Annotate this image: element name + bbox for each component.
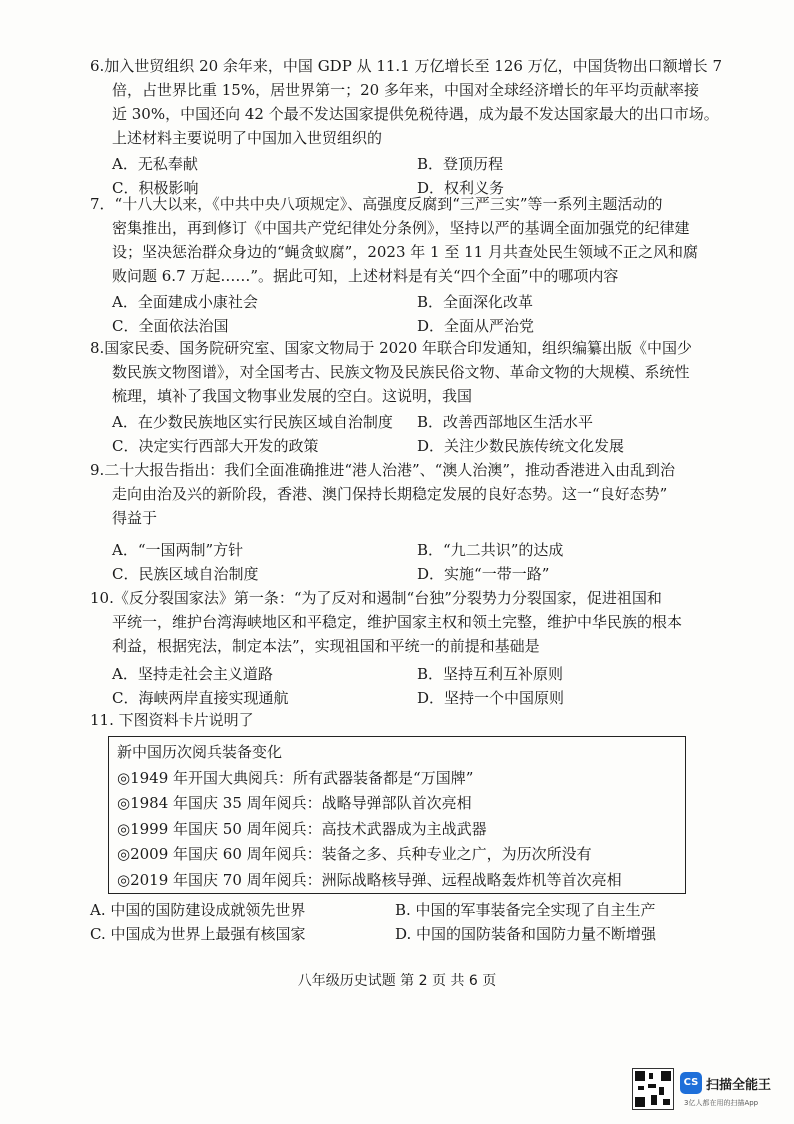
option-d: D．全面从严治党 (417, 317, 535, 335)
question-9 (90, 458, 730, 586)
option-d: D．坚持一个中国原则 (417, 689, 565, 707)
option-c: C. 中国成为世界上最强有核国家 (90, 925, 306, 943)
stem-line: 平统一，维护台湾海峡地区和平稳定，维护国家主权和领土完整，维护中华民族的根本 (112, 613, 683, 631)
stem-line: 得益于 (112, 509, 158, 527)
camscanner-logo: CS (680, 1072, 702, 1094)
option-b: B．改善西部地区生活水平 (417, 413, 594, 431)
stem-line: 倍，占世界比重 15%，居世界第一；20 多年来，中国对全球经济增长的年平均贡献率接 (112, 81, 699, 99)
stem-line: 6.加入世贸组织 20 余年来，中国 GDP 从 11.1 万亿增长至 126 万亿，中国货物出口额增长 7 (90, 57, 722, 75)
option-b: B．登顶历程 (417, 155, 504, 173)
option-d: D．权利义务 (417, 179, 505, 197)
question-10-options (112, 662, 730, 710)
question-6-stem (90, 54, 730, 150)
option-c: C．海峡两岸直接实现通航 (112, 689, 289, 707)
option-b: B．“九二共识”的达成 (417, 541, 564, 559)
option-a: A．无私奉献 (112, 155, 198, 173)
question-11-options-wrap (90, 898, 730, 946)
question-11-options (90, 898, 730, 946)
stem-line: 走向由治及兴的新阶段，香港、澳门保持长期稳定发展的良好态势。这一“良好态势” (112, 485, 668, 503)
stem-line: 10.《反分裂国家法》第一条：“为了反对和遏制“台独”分裂势力分裂国家，促进祖国和 (90, 589, 662, 607)
question-8-options (112, 410, 730, 458)
stem-line: 设；坚决惩治群众身边的“蝇贪蚁腐”，2023 年 1 至 11 月共查处民生领域不正之风和腐 (112, 243, 698, 261)
scanner-watermark (632, 1068, 782, 1116)
option-b: B. 中国的军事装备完全实现了自主生产 (395, 901, 656, 919)
option-a: A．“一国两制”方针 (112, 541, 244, 559)
option-d: D. 中国的国防装备和国防力量不断增强 (395, 925, 657, 943)
stem-line: 密集推出，再到修订《中国共产党纪律处分条例》，坚持以严的基调全面加强党的纪律建 (112, 219, 690, 237)
option-c: C．决定实行西部大开发的政策 (112, 437, 319, 455)
stem-line: 败问题 6.7 万起……”。据此可知，上述材料是有关“四个全面”中的哪项内容 (112, 267, 619, 285)
info-card (108, 736, 686, 894)
option-a: A. 中国的国防建设成就领先世界 (90, 901, 306, 919)
page-footer: 八年级历史试题 第 2 页 共 6 页 (297, 973, 497, 989)
question-8-stem (90, 336, 730, 408)
stem-line: 近 30%，中国还向 42 个最不发达国家提供免税待遇，成为最不发达国家最大的出口市场。 (112, 105, 719, 123)
option-b: B．全面深化改革 (417, 293, 534, 311)
question-10 (90, 586, 730, 710)
option-a: A．在少数民族地区实行民族区域自治制度 (112, 413, 393, 431)
info-card-title: 新中国历次阅兵装备变化 (117, 743, 283, 761)
option-c: C．积极影响 (112, 179, 199, 197)
question-7-stem (90, 192, 730, 288)
option-c: C．全面依法治国 (112, 317, 229, 335)
stem-line: 利益，根据宪法，制定本法”，实现祖国和平统一的前提和基础是 (112, 637, 540, 655)
option-a: A．坚持走社会主义道路 (112, 665, 273, 683)
option-c: C．民族区域自治制度 (112, 565, 259, 583)
stem-line: 上述材料主要说明了中国加入世贸组织的 (112, 129, 383, 147)
option-b: B．坚持互利互补原则 (417, 665, 564, 683)
option-d: D．关注少数民族传统文化发展 (417, 437, 625, 455)
stem-line: 8.国家民委、国务院研究室、国家文物局于 2020 年联合印发通知，组织编纂出版《中国少 (90, 339, 693, 357)
stem-line: 数民族文物图谱》，对全国考古、民族文物及民族民俗文物、革命文物的大规模、系统性 (112, 363, 690, 381)
info-card-item: ◎2009 年国庆 60 周年阅兵：装备之多、兵种专业之广，为历次所没有 (117, 845, 592, 863)
info-card-item: ◎1999 年国庆 50 周年阅兵：高技术武器成为主战武器 (117, 819, 487, 838)
option-d: D．实施“一带一路” (417, 565, 550, 583)
qr-code-icon (632, 1068, 674, 1110)
question-6 (90, 54, 730, 200)
question-11-stem (90, 708, 730, 732)
question-9-stem (90, 458, 730, 530)
info-card-item: ◎1984 年国庆 35 周年阅兵：战略导弹部队首次亮相 (117, 794, 472, 812)
question-11 (90, 708, 730, 732)
stem-line: 9.二十大报告指出：我们全面准确推进“港人治港”、“澳人治澳”，推动香港进入由乱到治 (90, 461, 675, 479)
info-card-item: ◎1949 年开国大典阅兵：所有武器装备都是“万国牌” (117, 768, 474, 787)
stem-line: 7．“十八大以来，《中共中央八项规定》、高强度反腐到“三严三实”等一系列主题活动的 (90, 195, 663, 213)
info-card-item: ◎2019 年国庆 70 周年阅兵：洲际战略核导弹、远程战略轰炸机等首次亮相 (117, 870, 622, 889)
question-10-stem (90, 586, 730, 658)
stem-line: 11. 下图资料卡片说明了 (90, 711, 254, 729)
question-9-options (112, 538, 730, 586)
question-7-options (112, 290, 730, 338)
camscanner-tagline: 3亿人都在用的扫描App (684, 1099, 759, 1107)
stem-line: 梳理，填补了我国文物事业发展的空白。这说明，我国 (112, 387, 473, 405)
question-8 (90, 336, 730, 458)
camscanner-name: 扫描全能王 (706, 1078, 772, 1093)
question-7 (90, 192, 730, 338)
option-a: A．全面建成小康社会 (112, 293, 258, 311)
